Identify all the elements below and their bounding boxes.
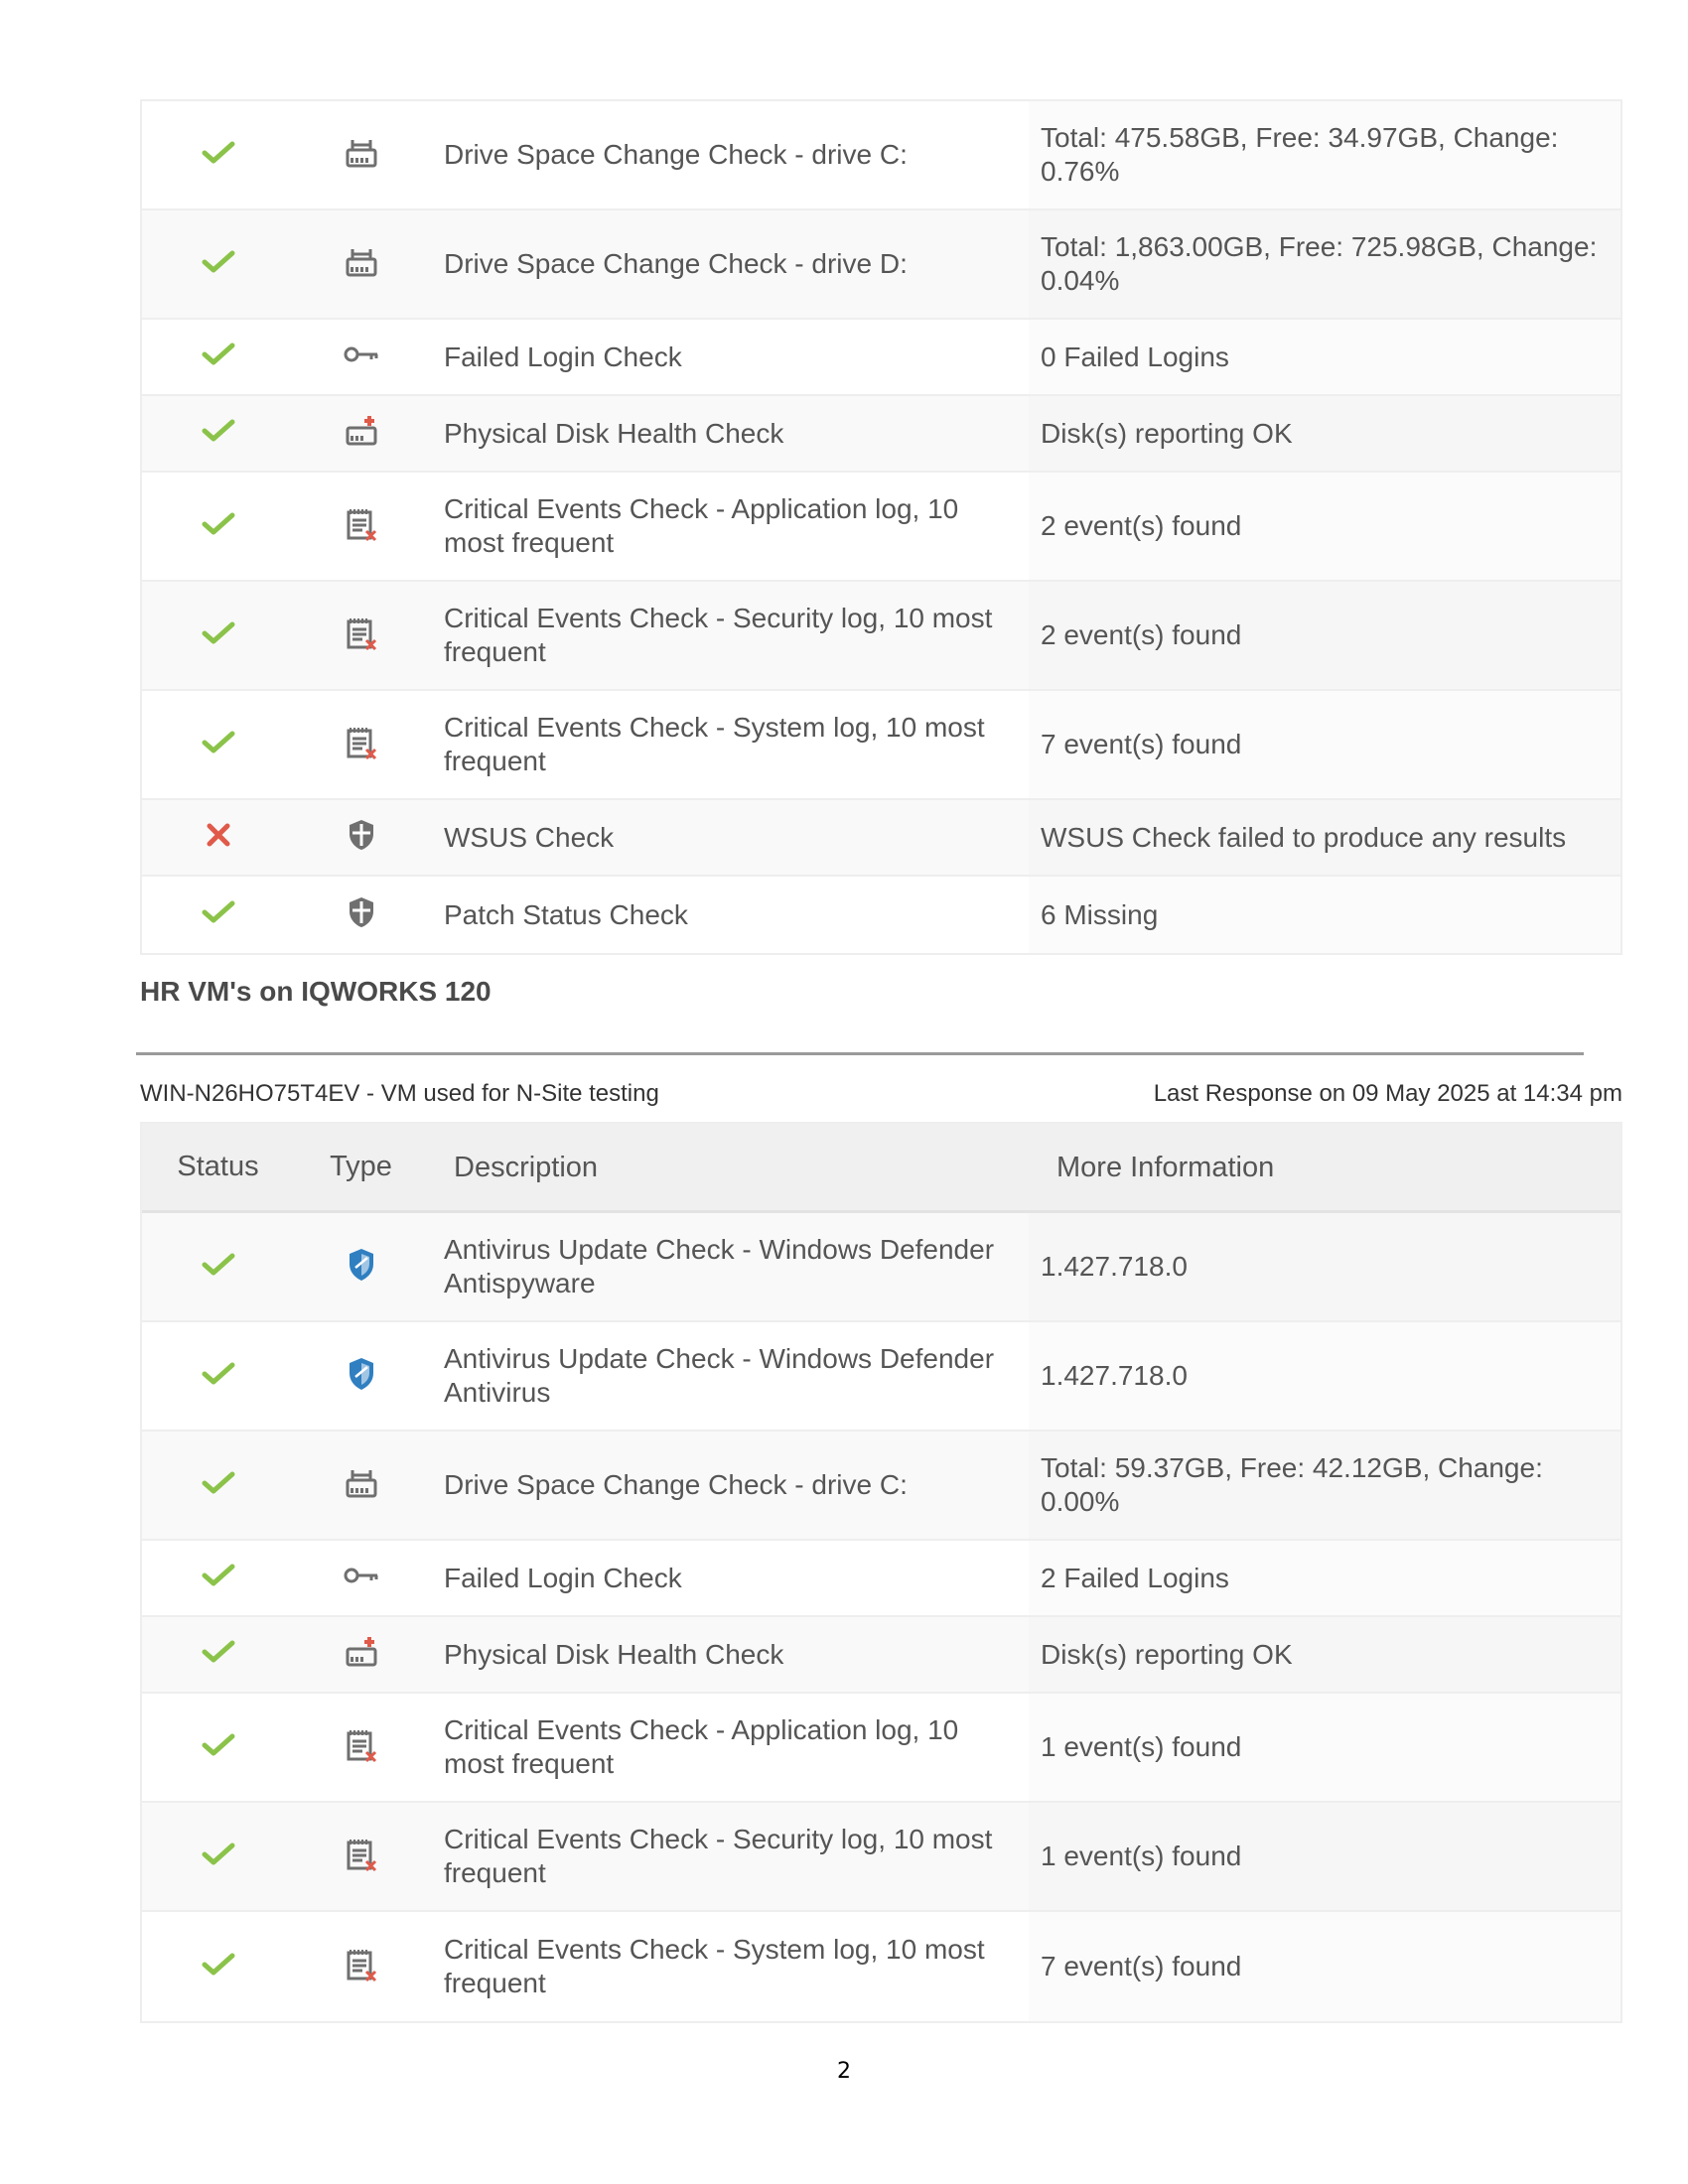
table-row (142, 1322, 1620, 1432)
status-cell (142, 877, 294, 953)
more-info-cell: 0 Failed Logins (1029, 320, 1620, 394)
type-cell (294, 1803, 428, 1910)
header-status: Status (142, 1124, 294, 1210)
table-row (142, 396, 1620, 473)
checkmark-icon (202, 418, 235, 449)
type-cell (294, 396, 428, 471)
header-more-information: More Information (1029, 1124, 1620, 1210)
status-cell (142, 210, 294, 318)
checkmark-icon (202, 620, 235, 651)
table-row (142, 1213, 1620, 1322)
status-cell (142, 1432, 294, 1539)
type-cell (294, 800, 428, 875)
status-cell (142, 1213, 294, 1320)
type-cell (294, 1213, 428, 1320)
type-cell (294, 877, 428, 953)
checkmark-icon (202, 140, 235, 171)
description-cell: Failed Login Check (444, 1562, 682, 1593)
status-cell (142, 1322, 294, 1430)
table-row (142, 691, 1620, 800)
type-cell (294, 1541, 428, 1615)
table-row (142, 1541, 1620, 1617)
description-cell: Critical Events Check - System log, 10 most frequent (444, 712, 985, 776)
table-row (142, 877, 1620, 953)
more-info-cell: WSUS Check failed to produce any results (1029, 800, 1620, 875)
description-cell: Drive Space Change Check - drive C: (444, 139, 908, 170)
table-row (142, 210, 1620, 320)
more-info-cell: 1 event(s) found (1029, 1803, 1620, 1910)
status-cell (142, 396, 294, 471)
section-divider (136, 1052, 1584, 1055)
checkmark-icon (202, 249, 235, 280)
table-row (142, 582, 1620, 691)
section-title: HR VM's on IQWORKS 120 (140, 976, 492, 1007)
more-info-cell: Disk(s) reporting OK (1029, 396, 1620, 471)
hard-drive-icon (345, 136, 378, 175)
event-log-icon (345, 1837, 378, 1877)
event-log-icon (345, 725, 378, 765)
shield-icon (347, 895, 376, 934)
status-cell (142, 582, 294, 689)
type-cell (294, 1322, 428, 1430)
cross-icon (206, 822, 231, 853)
antivirus-shield-icon (347, 1247, 376, 1288)
description-cell: Critical Events Check - Security log, 10 most frequent (444, 603, 993, 667)
description-cell: Drive Space Change Check - drive C: (444, 1469, 908, 1500)
description-cell: Drive Space Change Check - drive D: (444, 248, 908, 279)
description-cell: Antivirus Update Check - Windows Defender Antivirus (444, 1343, 995, 1408)
checkmark-icon (202, 730, 235, 760)
type-cell (294, 320, 428, 394)
checkmark-icon (202, 1639, 235, 1670)
more-info-cell: 1.427.718.0 (1029, 1322, 1620, 1430)
checks-table-top (140, 99, 1622, 955)
hard-drive-icon (345, 245, 378, 284)
description-cell: Critical Events Check - Application log, 10 most frequent (444, 1714, 959, 1779)
status-cell (142, 320, 294, 394)
more-info-cell: 6 Missing (1029, 877, 1620, 953)
type-cell (294, 101, 428, 208)
checkmark-icon (202, 1563, 235, 1593)
key-icon (344, 344, 379, 369)
page-number: 2 (837, 2059, 851, 2084)
more-info-cell: 1 event(s) found (1029, 1694, 1620, 1801)
last-response: Last Response on 09 May 2025 at 14:34 pm (1153, 1080, 1622, 1107)
description-cell: Physical Disk Health Check (444, 1638, 784, 1670)
status-cell (142, 800, 294, 875)
description-cell: Physical Disk Health Check (444, 417, 784, 449)
checkmark-icon (202, 1252, 235, 1283)
more-info-cell: Total: 59.37GB, Free: 42.12GB, Change: 0.00% (1029, 1432, 1620, 1539)
type-cell (294, 473, 428, 580)
description-cell: Critical Events Check - Application log, 10 most frequent (444, 493, 959, 558)
checkmark-icon (202, 1361, 235, 1392)
description-cell: Antivirus Update Check - Windows Defender Antispyware (444, 1234, 995, 1298)
event-log-icon (345, 1947, 378, 1987)
vm-name: WIN-N26HO75T4EV - VM used for N-Site testing (140, 1080, 659, 1107)
description-cell: WSUS Check (444, 821, 615, 853)
more-info-cell: 7 event(s) found (1029, 1912, 1620, 2021)
table-row (142, 1912, 1620, 2021)
checkmark-icon (202, 341, 235, 372)
type-cell (294, 1912, 428, 2021)
status-cell (142, 473, 294, 580)
description-cell: Critical Events Check - System log, 10 most frequent (444, 1934, 985, 1998)
more-info-cell: Total: 475.58GB, Free: 34.97GB, Change: 0.76% (1029, 101, 1620, 208)
more-info-cell: Disk(s) reporting OK (1029, 1617, 1620, 1692)
disk-health-icon (345, 414, 378, 453)
table-row (142, 473, 1620, 582)
header-type: Type (294, 1124, 428, 1210)
more-info-cell: 7 event(s) found (1029, 691, 1620, 798)
hard-drive-icon (345, 1466, 378, 1505)
table-header-row (142, 1124, 1620, 1213)
more-info-cell: Total: 1,863.00GB, Free: 725.98GB, Change: 0.04% (1029, 210, 1620, 318)
table-row (142, 1432, 1620, 1541)
table-row (142, 1694, 1620, 1803)
disk-health-icon (345, 1635, 378, 1674)
table-row (142, 101, 1620, 210)
description-cell: Critical Events Check - Security log, 10 most frequent (444, 1824, 993, 1888)
table-row (142, 1803, 1620, 1912)
key-icon (344, 1566, 379, 1590)
more-info-cell: 2 event(s) found (1029, 582, 1620, 689)
checkmark-icon (202, 1470, 235, 1501)
checkmark-icon (202, 511, 235, 542)
event-log-icon (345, 615, 378, 656)
more-info-cell: 1.427.718.0 (1029, 1213, 1620, 1320)
checkmark-icon (202, 899, 235, 930)
type-cell (294, 1432, 428, 1539)
description-cell: Patch Status Check (444, 898, 688, 930)
table-row (142, 320, 1620, 396)
checkmark-icon (202, 1952, 235, 1982)
event-log-icon (345, 1727, 378, 1768)
event-log-icon (345, 506, 378, 547)
description-cell: Failed Login Check (444, 341, 682, 372)
type-cell (294, 691, 428, 798)
shield-icon (347, 818, 376, 857)
table-row (142, 1617, 1620, 1694)
status-cell (142, 1803, 294, 1910)
more-info-cell: 2 Failed Logins (1029, 1541, 1620, 1615)
type-cell (294, 210, 428, 318)
status-cell (142, 101, 294, 208)
type-cell (294, 1694, 428, 1801)
antivirus-shield-icon (347, 1356, 376, 1397)
header-description: Description (428, 1124, 1029, 1210)
status-cell (142, 691, 294, 798)
checkmark-icon (202, 1732, 235, 1763)
type-cell (294, 1617, 428, 1692)
status-cell (142, 1694, 294, 1801)
more-info-cell: 2 event(s) found (1029, 473, 1620, 580)
checks-table-bottom (140, 1122, 1622, 2023)
status-cell (142, 1541, 294, 1615)
status-cell (142, 1617, 294, 1692)
status-cell (142, 1912, 294, 2021)
checkmark-icon (202, 1842, 235, 1872)
table-row (142, 800, 1620, 877)
type-cell (294, 582, 428, 689)
